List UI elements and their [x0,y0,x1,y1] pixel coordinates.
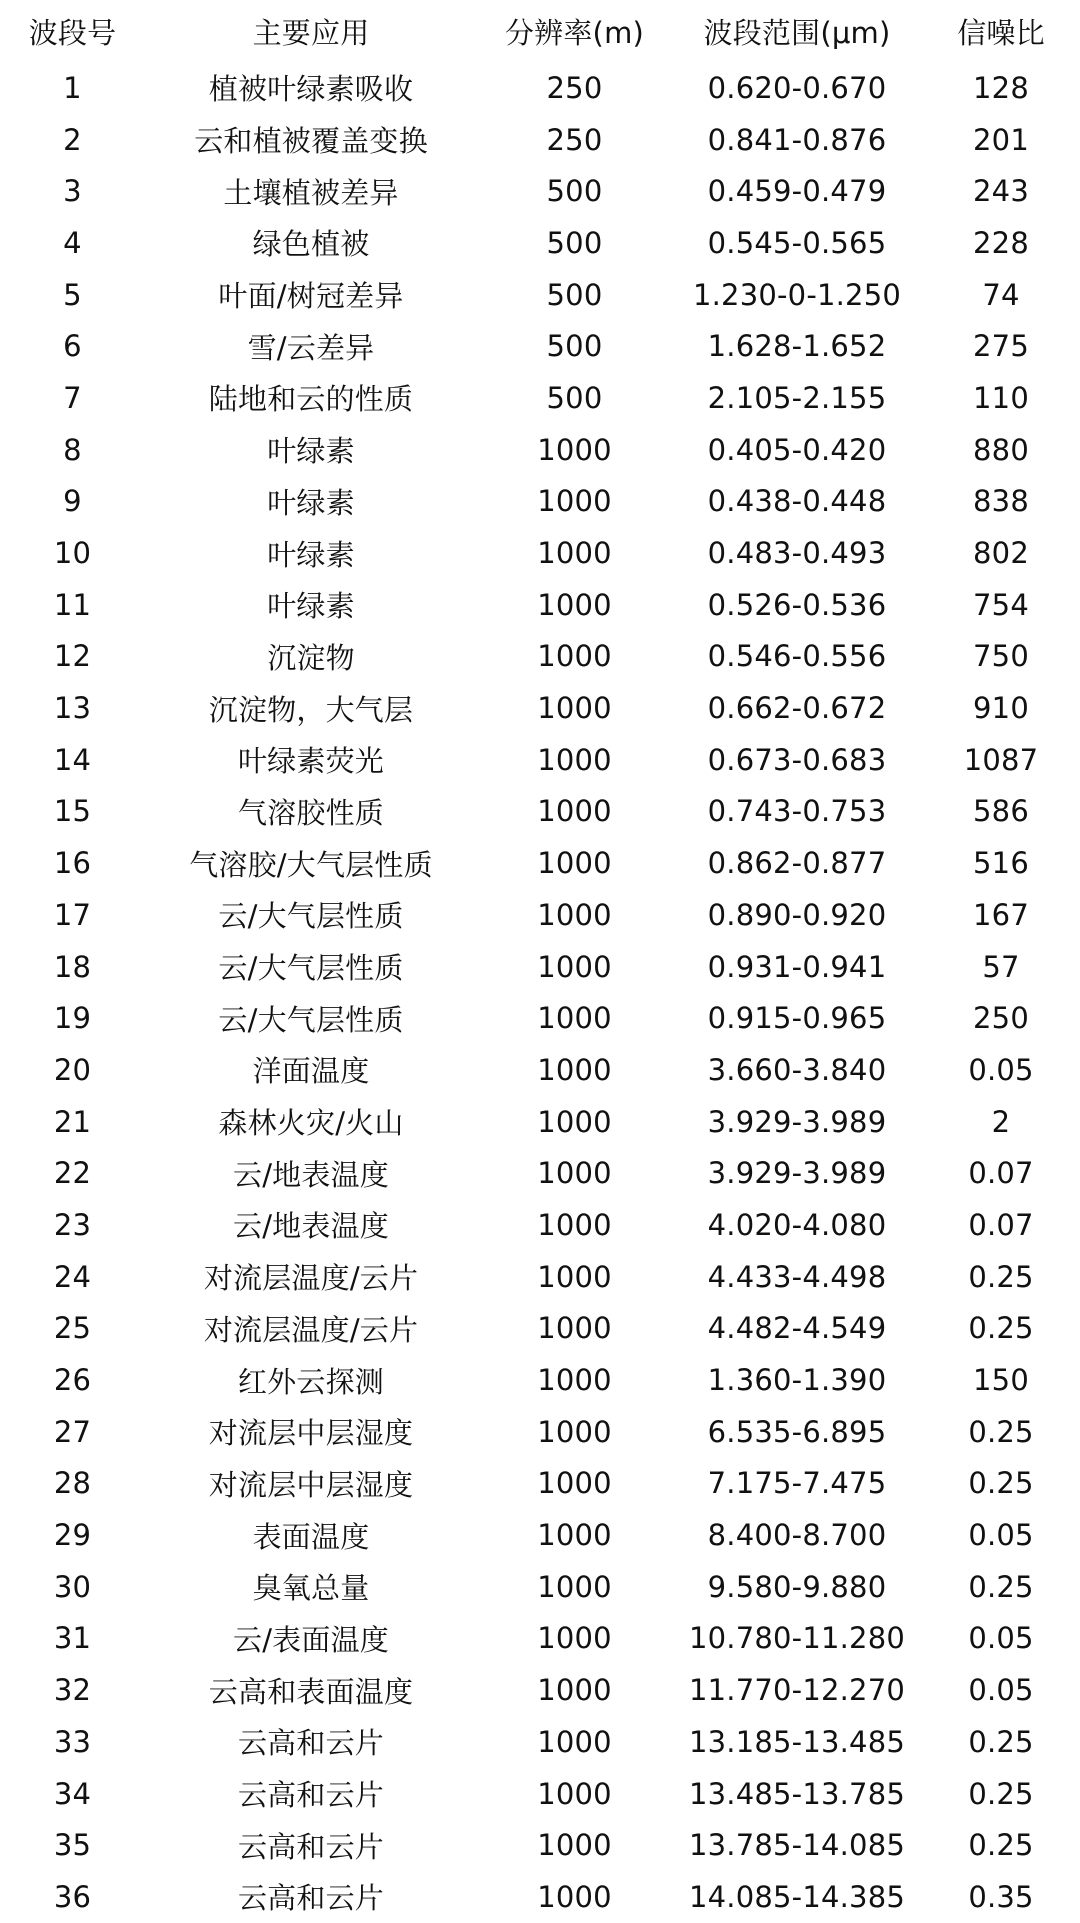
table-header-row [0,0,1080,62]
cell-resolution: 250 [546,122,603,157]
cell-resolution: 500 [546,277,603,312]
table-row [0,1354,1080,1406]
table-row [0,527,1080,579]
cell-resolution: 1000 [537,1518,612,1553]
cell-main-application: 对流层中层湿度 [208,1467,414,1502]
table-row [0,424,1080,476]
cell-band-number: 20 [53,1052,92,1087]
cell-main-application: 云高和云片 [237,1829,384,1864]
cell-band-number: 11 [53,587,92,622]
table-row [0,1251,1080,1303]
cell-main-application: 陆地和云的性质 [208,382,414,417]
cell-band-range: 7.175-7.475 [707,1466,887,1501]
cell-band-range: 0.438-0.448 [707,484,887,519]
cell-band-range: 13.185-13.485 [688,1724,905,1759]
cell-band-range: 0.459-0.479 [707,174,887,209]
cell-main-application: 土壤植被差异 [223,175,399,210]
table-row [0,1303,1080,1355]
cell-band-number: 19 [53,1001,92,1036]
table-row [0,682,1080,734]
table-row [0,1406,1080,1458]
cell-resolution: 1000 [537,1466,612,1501]
cell-main-application: 雪/云差异 [247,330,375,365]
cell-band-range: 1.360-1.390 [707,1363,887,1398]
cell-band-range: 4.020-4.080 [707,1207,887,1242]
cell-band-number: 30 [53,1569,92,1604]
table-row [0,889,1080,941]
cell-band-number: 10 [53,536,92,571]
cell-band-range: 2.105-2.155 [707,380,887,415]
cell-band-number: 18 [53,949,92,984]
cell-band-range: 9.580-9.880 [707,1569,887,1604]
cell-band-range: 0.662-0.672 [707,691,887,726]
cell-resolution: 1000 [537,1569,612,1604]
cell-band-range: 1.628-1.652 [707,329,887,364]
cell-main-application: 森林火灾/火山 [218,1106,404,1141]
cell-resolution: 1000 [537,432,612,467]
cell-snr: 754 [973,587,1029,622]
table-row [0,1509,1080,1561]
cell-snr: 243 [973,174,1029,209]
header-resolution: 分辨率(m) [504,15,645,50]
table-row [0,579,1080,631]
cell-snr: 0.07 [968,1207,1034,1242]
cell-main-application: 云/大气层性质 [218,951,404,986]
cell-band-number: 21 [53,1104,92,1139]
table-row [0,1819,1080,1871]
table-row [0,734,1080,786]
cell-resolution: 1000 [537,1673,612,1708]
cell-snr: 275 [973,329,1029,364]
cell-band-number: 22 [53,1156,92,1191]
table-row [0,1199,1080,1251]
cell-band-range: 10.780-11.280 [688,1621,905,1656]
cell-band-range: 13.785-14.085 [688,1828,905,1863]
cell-band-number: 27 [53,1414,92,1449]
header-snr: 信噪比 [957,15,1045,50]
cell-band-range: 14.085-14.385 [688,1879,905,1914]
cell-snr: 1087 [963,742,1039,777]
cell-band-number: 29 [53,1518,92,1553]
cell-main-application: 表面温度 [252,1519,370,1554]
cell-snr: 0.25 [968,1466,1034,1501]
cell-resolution: 1000 [537,1207,612,1242]
table-row [0,1561,1080,1613]
cell-resolution: 1000 [537,1156,612,1191]
cell-band-range: 11.770-12.270 [688,1673,905,1708]
cell-band-number: 15 [53,794,92,829]
cell-main-application: 叶绿素 [267,485,355,520]
table-row [0,1096,1080,1148]
table-row [0,1458,1080,1510]
cell-band-range: 3.660-3.840 [707,1052,887,1087]
table-row [0,631,1080,683]
cell-resolution: 1000 [537,691,612,726]
cell-resolution: 1000 [537,897,612,932]
cell-band-range: 0.915-0.965 [707,1001,887,1036]
cell-snr: 0.25 [968,1259,1034,1294]
cell-resolution: 1000 [537,1724,612,1759]
cell-main-application: 红外云探测 [237,1364,384,1399]
cell-main-application: 云/大气层性质 [218,899,404,934]
table-row [0,992,1080,1044]
cell-band-number: 35 [53,1828,92,1863]
cell-snr: 0.07 [968,1156,1034,1191]
cell-snr: 0.35 [968,1879,1034,1914]
cell-snr: 110 [973,380,1029,415]
cell-snr: 250 [973,1001,1029,1036]
header-main-application: 主要应用 [252,15,370,50]
cell-main-application: 对流层温度/云片 [203,1261,419,1296]
cell-main-application: 云/表面温度 [233,1622,389,1657]
cell-band-range: 0.841-0.876 [707,122,887,157]
cell-snr: 0.25 [968,1569,1034,1604]
cell-snr: 0.25 [968,1311,1034,1346]
cell-main-application: 洋面温度 [252,1054,370,1089]
cell-main-application: 叶绿素荧光 [237,744,384,779]
cell-band-range: 0.620-0.670 [707,70,887,105]
cell-resolution: 1000 [537,536,612,571]
cell-resolution: 1000 [537,1311,612,1346]
cell-band-number: 28 [53,1466,92,1501]
table-row [0,217,1080,269]
cell-band-range: 4.482-4.549 [707,1311,887,1346]
cell-band-number: 4 [63,225,82,260]
table-row [0,114,1080,166]
cell-resolution: 1000 [537,846,612,881]
cell-resolution: 1000 [537,794,612,829]
cell-resolution: 1000 [537,742,612,777]
table-row [0,372,1080,424]
cell-band-number: 12 [53,639,92,674]
cell-snr: 586 [973,794,1029,829]
cell-main-application: 云和植被覆盖变换 [194,124,428,159]
cell-snr: 802 [973,536,1029,571]
cell-snr: 74 [982,277,1020,312]
cell-main-application: 云/地表温度 [233,1157,389,1192]
cell-band-range: 0.743-0.753 [707,794,887,829]
cell-band-number: 7 [63,380,82,415]
cell-resolution: 500 [546,225,603,260]
cell-main-application: 气溶胶性质 [237,795,384,830]
cell-resolution: 1000 [537,587,612,622]
cell-band-number: 2 [63,122,82,157]
cell-resolution: 1000 [537,1776,612,1811]
cell-band-number: 17 [53,897,92,932]
cell-main-application: 气溶胶/大气层性质 [189,847,433,882]
cell-band-number: 5 [63,277,82,312]
cell-snr: 201 [973,122,1029,157]
cell-band-range: 3.929-3.989 [707,1104,887,1139]
table-row [0,476,1080,528]
cell-resolution: 1000 [537,1001,612,1036]
cell-main-application: 植被叶绿素吸收 [208,72,414,107]
cell-resolution: 1000 [537,1052,612,1087]
cell-band-range: 0.483-0.493 [707,536,887,571]
cell-band-range: 4.433-4.498 [707,1259,887,1294]
cell-band-number: 9 [63,484,82,519]
cell-snr: 57 [982,949,1020,984]
table-row [0,269,1080,321]
cell-resolution: 500 [546,174,603,209]
table-row [0,320,1080,372]
cell-main-application: 沉淀物 [267,640,355,675]
table-body [0,62,1080,1923]
table-row [0,1613,1080,1665]
cell-band-number: 14 [53,742,92,777]
cell-resolution: 1000 [537,1104,612,1139]
cell-snr: 2 [991,1104,1011,1139]
cell-band-number: 1 [63,70,82,105]
cell-main-application: 云高和云片 [237,1726,384,1761]
table-row [0,837,1080,889]
cell-snr: 0.25 [968,1414,1034,1449]
cell-snr: 910 [973,691,1029,726]
cell-resolution: 1000 [537,1621,612,1656]
cell-resolution: 1000 [537,484,612,519]
cell-band-number: 31 [53,1621,92,1656]
cell-main-application: 对流层温度/云片 [203,1312,419,1347]
cell-main-application: 云高和表面温度 [208,1674,414,1709]
cell-snr: 228 [973,225,1029,260]
cell-snr: 0.05 [968,1052,1034,1087]
cell-band-range: 0.862-0.877 [707,846,887,881]
cell-band-range: 0.405-0.420 [707,432,887,467]
cell-band-range: 0.890-0.920 [707,897,887,932]
cell-band-number: 25 [53,1311,92,1346]
cell-snr: 0.25 [968,1828,1034,1863]
cell-snr: 167 [973,897,1029,932]
cell-resolution: 1000 [537,1414,612,1449]
cell-band-range: 6.535-6.895 [707,1414,887,1449]
cell-snr: 750 [973,639,1029,674]
cell-main-application: 沉淀物，大气层 [208,692,414,727]
cell-resolution: 500 [546,380,603,415]
cell-snr: 516 [973,846,1029,881]
cell-band-number: 34 [53,1776,92,1811]
header-band-number: 波段号 [28,15,117,50]
cell-resolution: 1000 [537,949,612,984]
cell-band-range: 8.400-8.700 [707,1518,887,1553]
cell-resolution: 250 [546,70,603,105]
table-row [0,1716,1080,1768]
table-row [0,786,1080,838]
cell-band-range: 1.230-0-1.250 [692,277,902,312]
cell-band-number: 33 [53,1724,92,1759]
table-row [0,941,1080,993]
cell-snr: 0.05 [968,1621,1034,1656]
cell-main-application: 云/地表温度 [233,1209,389,1244]
cell-main-application: 绿色植被 [252,227,370,262]
cell-main-application: 云高和云片 [237,1881,384,1916]
cell-main-application: 叶绿素 [267,537,355,572]
cell-band-number: 6 [63,329,82,364]
cell-band-number: 13 [53,691,92,726]
cell-main-application: 臭氧总量 [252,1571,370,1606]
table-row [0,1044,1080,1096]
cell-resolution: 1000 [537,639,612,674]
cell-band-number: 32 [53,1673,92,1708]
cell-snr: 0.05 [968,1518,1034,1553]
cell-main-application: 云高和云片 [237,1778,384,1813]
cell-resolution: 500 [546,329,603,364]
cell-snr: 838 [973,484,1029,519]
cell-main-application: 叶面/树冠差异 [218,279,404,314]
cell-band-number: 24 [53,1259,92,1294]
cell-band-number: 26 [53,1363,92,1398]
cell-snr: 0.25 [968,1776,1034,1811]
cell-band-range: 0.526-0.536 [707,587,887,622]
cell-snr: 128 [973,70,1029,105]
cell-main-application: 云/大气层性质 [218,1002,404,1037]
cell-main-application: 叶绿素 [267,589,355,624]
cell-resolution: 1000 [537,1828,612,1863]
cell-band-number: 3 [63,174,82,209]
header-band-range: 波段范围(μm) [703,15,891,50]
cell-snr: 0.25 [968,1724,1034,1759]
cell-main-application: 叶绿素 [267,434,355,469]
table-row [0,1664,1080,1716]
cell-resolution: 1000 [537,1363,612,1398]
cell-snr: 0.05 [968,1673,1034,1708]
cell-resolution: 1000 [537,1879,612,1914]
cell-band-range: 3.929-3.989 [707,1156,887,1191]
cell-snr: 150 [973,1363,1029,1398]
table-row [0,1871,1080,1923]
table-row [0,165,1080,217]
cell-band-number: 23 [53,1207,92,1242]
cell-band-number: 16 [53,846,92,881]
cell-main-application: 对流层中层湿度 [208,1416,414,1451]
cell-resolution: 1000 [537,1259,612,1294]
table-row [0,62,1080,114]
cell-band-number: 36 [53,1879,92,1914]
cell-band-range: 13.485-13.785 [688,1776,905,1811]
cell-band-number: 8 [63,432,82,467]
cell-band-range: 0.545-0.565 [707,225,887,260]
cell-band-range: 0.673-0.683 [707,742,887,777]
table-row [0,1768,1080,1820]
cell-band-range: 0.546-0.556 [707,639,887,674]
cell-snr: 880 [973,432,1029,467]
table-row [0,1147,1080,1199]
cell-band-range: 0.931-0.941 [707,949,887,984]
